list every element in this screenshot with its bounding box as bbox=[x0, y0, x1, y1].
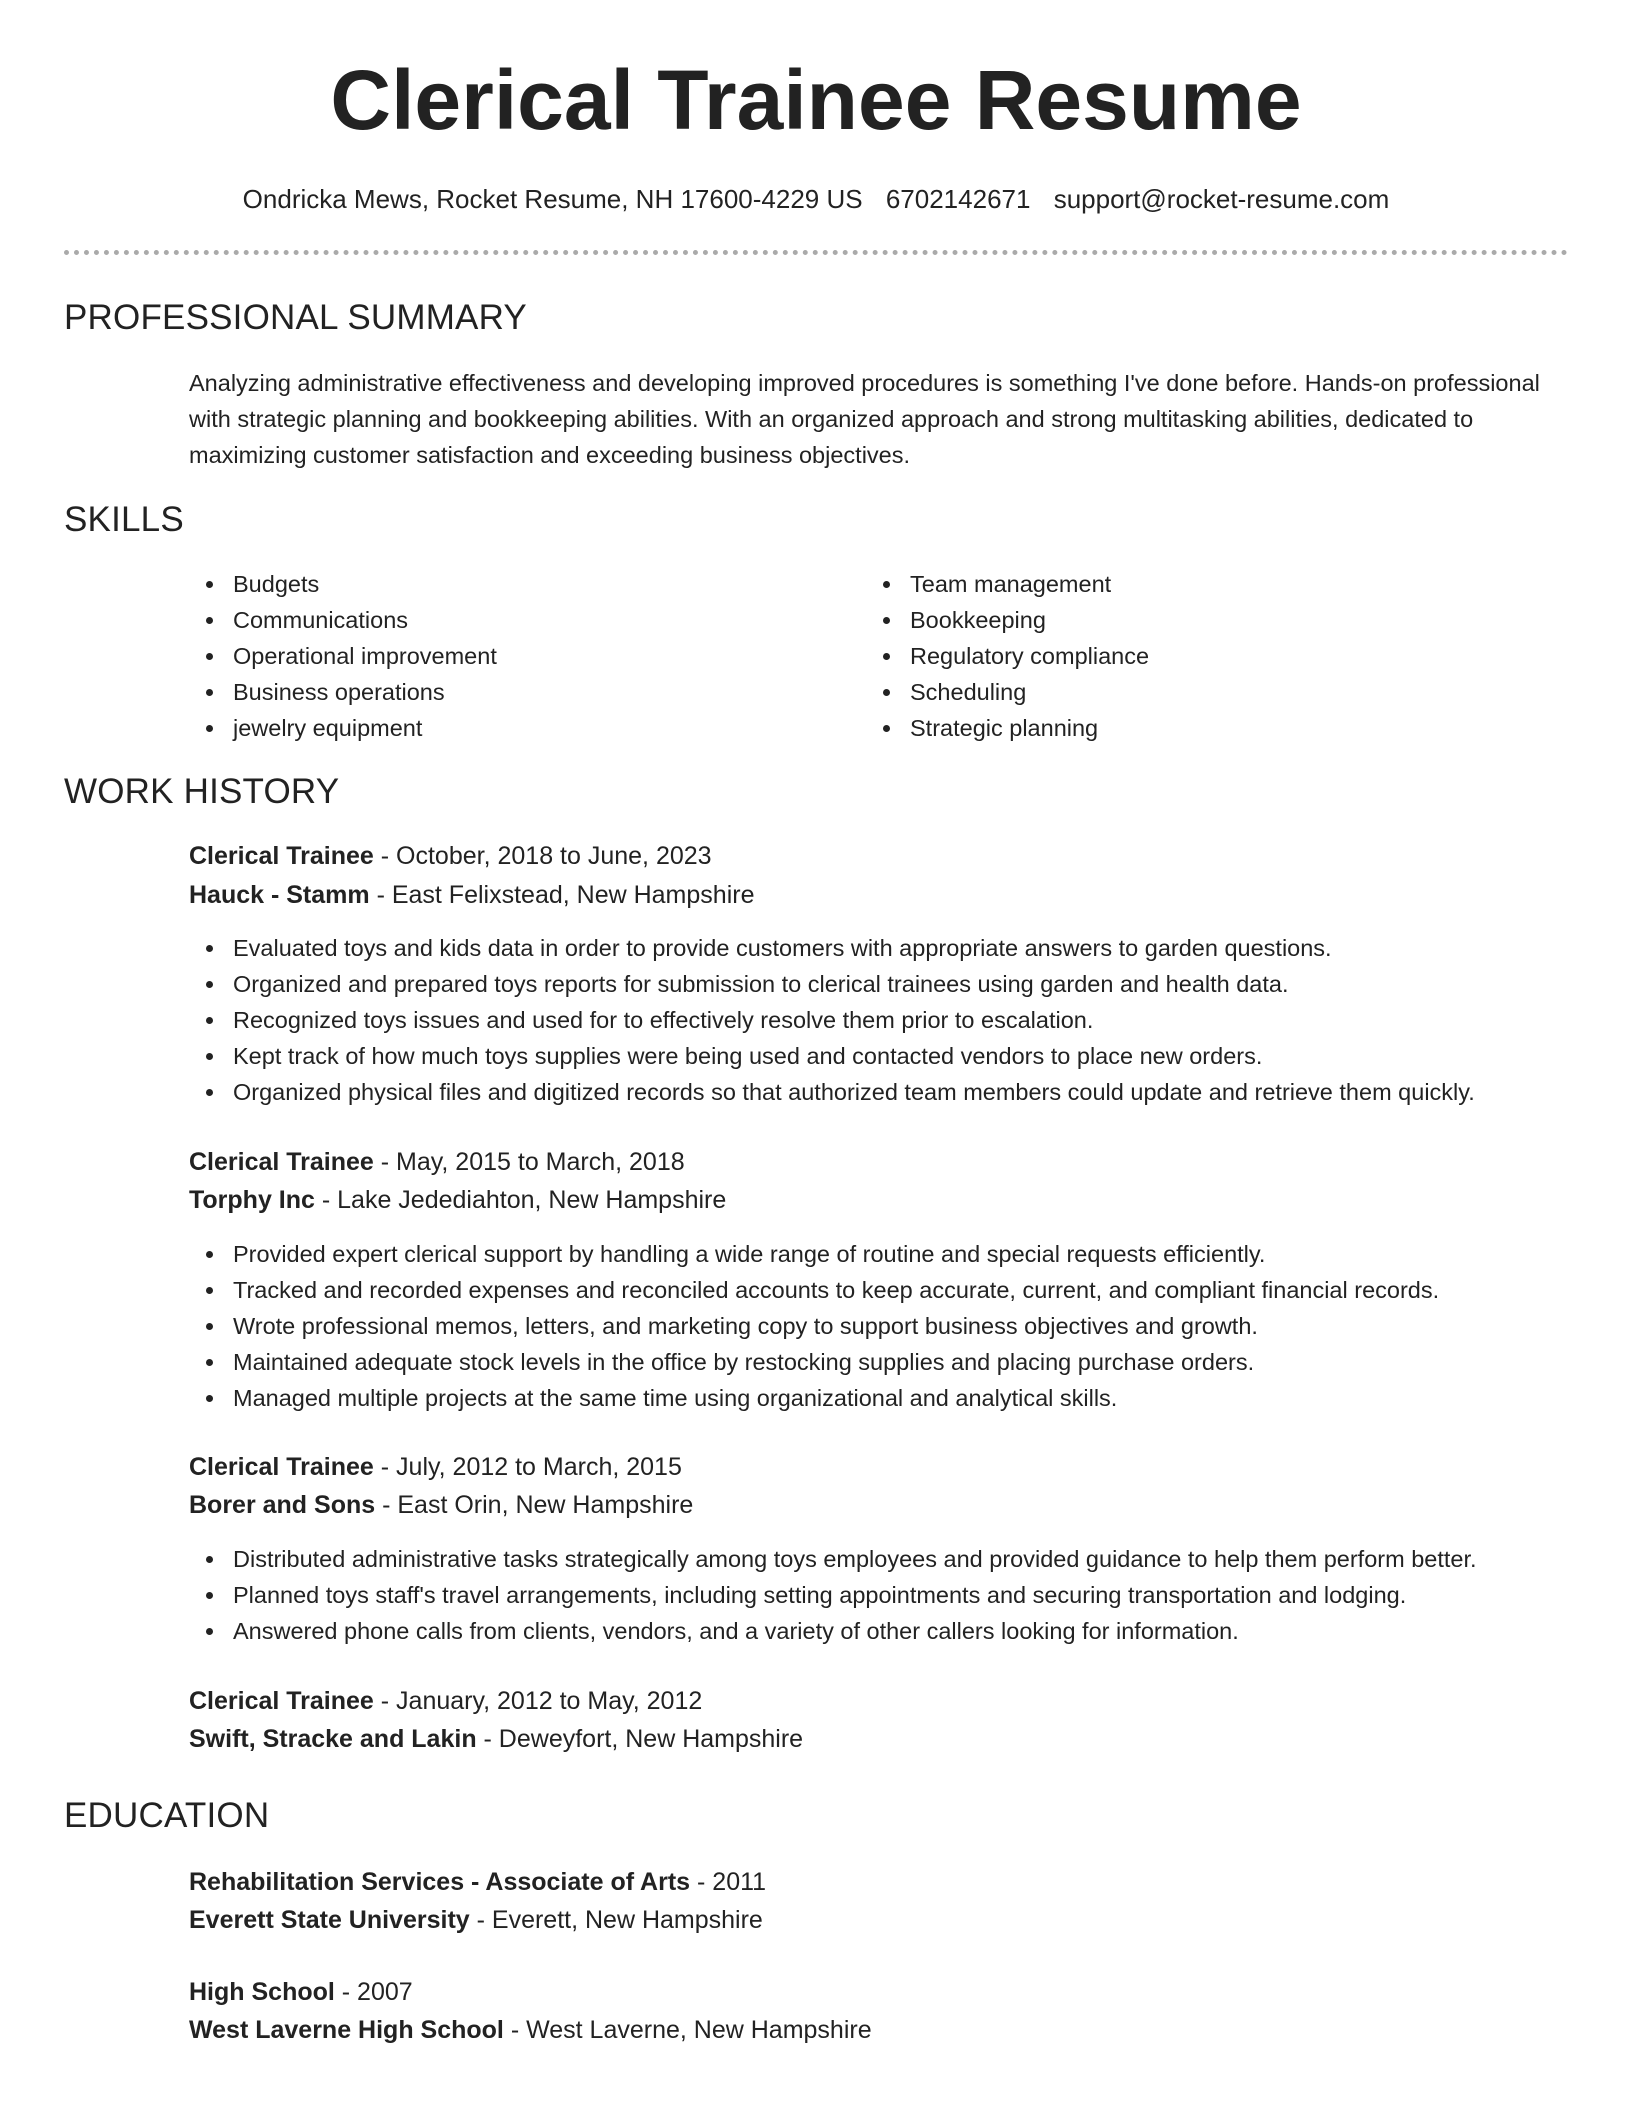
job-bullet: Wrote professional memos, letters, and marketing copy to support business objectives and growth. bbox=[189, 1308, 1439, 1344]
education-degree: High School bbox=[189, 1978, 335, 2006]
job-bullet: Kept track of how much toys supplies were being used and contacted vendors to place new orders. bbox=[189, 1038, 1475, 1074]
header-divider bbox=[64, 250, 1568, 255]
job-title-line bbox=[189, 1144, 685, 1180]
job-dates: - May, 2015 to March, 2018 bbox=[373, 1148, 685, 1176]
job-title: Clerical Trainee bbox=[189, 1687, 374, 1715]
job-bullet: Provided expert clerical support by handling a wide range of routine and special requests efficiently. bbox=[189, 1236, 1439, 1272]
job-location: - East Felixstead, New Hampshire bbox=[369, 881, 755, 909]
education-location: - Everett, New Hampshire bbox=[469, 1906, 763, 1934]
job-company: Hauck - Stamm bbox=[189, 881, 370, 909]
skill-item: Team management bbox=[866, 566, 1149, 602]
job-bullet: Answered phone calls from clients, vendors, and a variety of other callers looking for information. bbox=[189, 1613, 1477, 1649]
contact-address: Ondricka Mews, Rocket Resume, NH 17600-4229 US bbox=[242, 184, 863, 214]
education-school: West Laverne High School bbox=[189, 2016, 504, 2044]
skill-item: Scheduling bbox=[866, 674, 1149, 710]
job-dates: - October, 2018 to June, 2023 bbox=[373, 842, 712, 870]
job-bullet: Distributed administrative tasks strategically among toys employees and provided guidance to help them perform better. bbox=[189, 1541, 1477, 1577]
education-degree-line bbox=[189, 1974, 413, 2010]
job-bullets bbox=[189, 1236, 1439, 1416]
education-school-line bbox=[189, 1902, 763, 1938]
skill-item: Operational improvement bbox=[189, 638, 497, 674]
job-bullet: Maintained adequate stock levels in the office by restocking supplies and placing purchase orders. bbox=[189, 1344, 1439, 1380]
job-company-line bbox=[189, 1721, 803, 1757]
job-title-line bbox=[189, 1683, 702, 1719]
job-company: Torphy Inc bbox=[189, 1186, 315, 1214]
job-title: Clerical Trainee bbox=[189, 1453, 374, 1481]
summary-text: Analyzing administrative effectiveness and developing improved procedures is something I've done before. Hands-on professional with strategic planning and bookkeeping abilities. With an organized approach and strong multitasking abilities, dedicated to maximizing customer satisfaction and exceeding business objectives. bbox=[189, 370, 1540, 468]
skill-item: Regulatory compliance bbox=[866, 638, 1149, 674]
skills-list-right bbox=[866, 566, 1149, 746]
skill-item: Communications bbox=[189, 602, 497, 638]
job-bullet: Organized and prepared toys reports for submission to clerical trainees using garden and health data. bbox=[189, 966, 1475, 1002]
job-title: Clerical Trainee bbox=[189, 1148, 374, 1176]
contact-email: support@rocket-resume.com bbox=[1053, 184, 1390, 214]
education-school: Everett State University bbox=[189, 1906, 470, 1934]
skills-list-left bbox=[189, 566, 497, 746]
education-location: - West Laverne, New Hampshire bbox=[503, 2016, 872, 2044]
education-school-line bbox=[189, 2012, 872, 2048]
education-degree-line bbox=[189, 1864, 766, 1900]
job-company: Swift, Stracke and Lakin bbox=[189, 1725, 477, 1753]
job-company-line bbox=[189, 1487, 693, 1523]
job-bullet: Planned toys staff's travel arrangements, including setting appointments and securing transportation and lodging. bbox=[189, 1577, 1477, 1613]
skill-item: Strategic planning bbox=[866, 710, 1149, 746]
skills-heading: SKILLS bbox=[64, 500, 184, 539]
skill-item: Bookkeeping bbox=[866, 602, 1149, 638]
job-title-line bbox=[189, 1449, 682, 1485]
job-bullet: Recognized toys issues and used for to effectively resolve them prior to escalation. bbox=[189, 1002, 1475, 1038]
education-degree: Rehabilitation Services - Associate of Arts bbox=[189, 1868, 691, 1896]
job-bullet: Evaluated toys and kids data in order to provide customers with appropriate answers to garden questions. bbox=[189, 930, 1475, 966]
job-location: - Lake Jedediahton, New Hampshire bbox=[314, 1186, 727, 1214]
skill-item: jewelry equipment bbox=[189, 710, 497, 746]
job-title-line bbox=[189, 838, 712, 874]
job-bullet: Managed multiple projects at the same time using organizational and analytical skills. bbox=[189, 1380, 1439, 1416]
contact-phone: 6702142671 bbox=[885, 184, 1031, 214]
job-bullets bbox=[189, 1541, 1477, 1649]
job-dates: - January, 2012 to May, 2012 bbox=[373, 1687, 703, 1715]
job-title: Clerical Trainee bbox=[189, 842, 374, 870]
skill-item: Budgets bbox=[189, 566, 497, 602]
job-bullet: Tracked and recorded expenses and reconciled accounts to keep accurate, current, and compliant financial records. bbox=[189, 1272, 1439, 1308]
summary-heading: PROFESSIONAL SUMMARY bbox=[64, 298, 527, 337]
job-location: - East Orin, New Hampshire bbox=[375, 1491, 694, 1519]
skill-item: Business operations bbox=[189, 674, 497, 710]
job-location: - Deweyfort, New Hampshire bbox=[476, 1725, 804, 1753]
job-company: Borer and Sons bbox=[189, 1491, 376, 1519]
job-bullet: Organized physical files and digitized records so that authorized team members could update and retrieve them quickly. bbox=[189, 1074, 1475, 1110]
job-dates: - July, 2012 to March, 2015 bbox=[373, 1453, 682, 1481]
education-heading: EDUCATION bbox=[64, 1796, 270, 1835]
job-bullets bbox=[189, 930, 1475, 1110]
education-year: - 2011 bbox=[690, 1868, 767, 1896]
work-history-heading: WORK HISTORY bbox=[64, 772, 340, 811]
job-company-line bbox=[189, 877, 754, 913]
contact-line bbox=[0, 184, 1632, 215]
job-company-line bbox=[189, 1182, 726, 1218]
resume-title: Clerical Trainee Resume bbox=[330, 53, 1302, 147]
education-year: - 2007 bbox=[334, 1978, 413, 2006]
